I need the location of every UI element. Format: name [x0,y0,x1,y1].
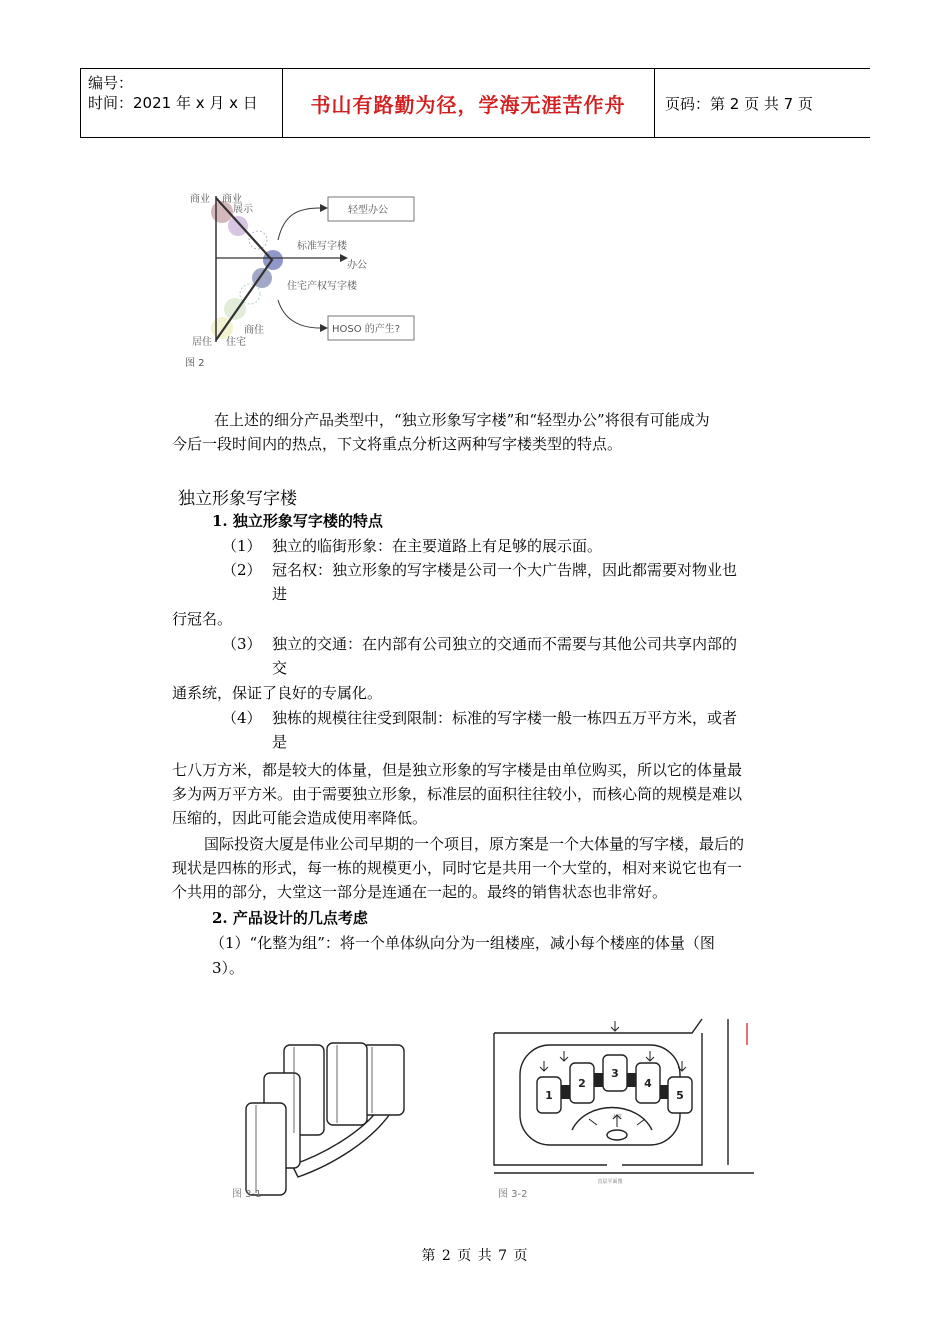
item-3-text: 独立的交通：在内部有公司独立的交通而不需要与其他公司共享内部的 [272,635,738,653]
label-living: 居住 [192,337,212,348]
header-border-left [80,69,81,137]
item-3-number: （3） [222,635,262,653]
item-3-wrap: 交 [272,659,288,677]
label-residence: 住宅 [226,337,246,348]
example-line-2: 现状是四栋的形式，每一栋的规模更小，同时它是共用一个大堂的，相对来说它也有一 [172,859,743,877]
block-2-number: 2 [578,1077,586,1090]
intro-line-1: 在上述的细分产品类型中，“独立形象写字楼”和“轻型办公”将很有可能成为 [214,411,710,429]
label-office: 办公 [347,260,367,271]
header-date: 时间：2021 年 x 月 x 日 [88,94,258,112]
header-number: 编号： [88,74,134,92]
figure-2-caption: 图 2 [185,358,205,369]
item-2-number: （2） [222,561,262,579]
figure-3-1-sketch [232,1015,432,1205]
header-page-number: 页码：第 2 页 共 7 页 [665,95,813,113]
header-divider-2 [654,69,655,137]
link-1-2 [561,1085,570,1099]
item-4-wrap: 是 [272,733,288,751]
example-line-1: 国际投资大厦是伟业公司早期的一个项目，原方案是一个大体量的写字楼，最后的 [204,835,745,853]
design-line-1: （1）“化整为组”：将一个单体纵向分为一组楼座，减小每个楼座的体量（图 [210,934,715,952]
label-commerce: 商业 [190,194,210,205]
block-3-number: 3 [611,1067,619,1080]
subsection-1-title: 1. 独立形象写字楼的特点 [212,512,383,530]
arrow-top-center [611,1021,619,1031]
lobby-label: 大堂 [611,1114,623,1120]
design-line-2: 3）。 [212,959,245,977]
circle-standard-dashed [249,231,267,249]
label-light-office: 轻型办公 [348,205,388,216]
section-title: 独立形象写字楼 [178,489,297,509]
arrow-to-hoso [278,300,320,328]
figure-3-1-caption: 图 3-1 [232,1189,262,1200]
item-2-text: 冠名权：独立形象的写字楼是公司一个大广告牌，因此都需要对物业也 [272,561,738,579]
road-top [494,1019,702,1033]
item-4-continuation: 七八万方米，都是较大的体量，但是独立形象的写字楼是由单位购买，所以它的体量最 [172,761,743,779]
label-live-business: 商住 [244,325,264,336]
arrow-to-light-office [278,208,320,240]
fountain [607,1130,627,1140]
plan-label: 首层平面图 [597,1179,623,1185]
block-1-number: 1 [545,1089,553,1102]
page-footer: 第 2 页 共 7 页 [421,1248,529,1264]
header-motto: 书山有路勤为径，学海无涯苦作舟 [310,93,626,117]
circle-display [228,216,248,236]
label-residential-office: 住宅产权写字楼 [287,281,357,292]
subsection-2-title: 2. 产品设计的几点考虑 [212,909,368,927]
figure-3-2-plan [492,1015,772,1205]
header-left-cell [88,73,258,113]
figure-2-diagram [180,182,430,372]
tower-1 [246,1103,286,1195]
item-1-number: （1） [222,537,262,555]
label-display: 展示 [233,204,253,215]
intro-line-2: 今后一段时间内的热点，下文将重点分析这两种写字楼类型的特点。 [172,435,623,453]
item-2-continuation: 行冠名。 [172,610,233,628]
label-hoso: HOSO 的产生? [332,324,401,335]
link-3-4 [627,1073,636,1087]
tower-3 [327,1043,367,1125]
link-2-3 [594,1073,603,1087]
item-4-text: 独栋的规模往往受到限制：标准的写字楼一般一栋四五万平方米，或者 [272,709,738,727]
arrow-block-4 [646,1051,654,1061]
label-commerce-b: 商业 [222,194,242,205]
item-1-text: 独立的临街形象：在主要道路上有足够的展示面。 [272,537,603,555]
item-2-wrap: 进 [272,585,288,603]
tower-4 [362,1045,404,1115]
arrow-block-2 [560,1051,568,1061]
block-4-number: 4 [644,1077,652,1090]
figure-3-2-caption: 图 3-2 [498,1189,528,1200]
item-4-line-2: 多为两万平方米。由于需要独立形象，标准层的面积往往较小，而核心筒的规模是难以 [172,785,743,803]
item-3-continuation: 通系统，保证了良好的专属化。 [172,684,383,702]
link-4-5 [660,1085,668,1099]
arrow-head-light-office [320,204,328,212]
arrow-head-hoso [320,324,328,332]
arrow-block-1 [540,1061,548,1071]
example-line-3: 个共用的部分，大堂这一部分是连通在一起的。最终的销售状态也非常好。 [172,883,668,901]
block-5-number: 5 [676,1089,684,1102]
item-4-line-3: 压缩的，因此可能会造成使用率降低。 [172,809,428,827]
item-4-number: （4） [222,709,262,727]
document-header [80,68,870,138]
label-standard-office: 标准写字楼 [297,241,347,252]
